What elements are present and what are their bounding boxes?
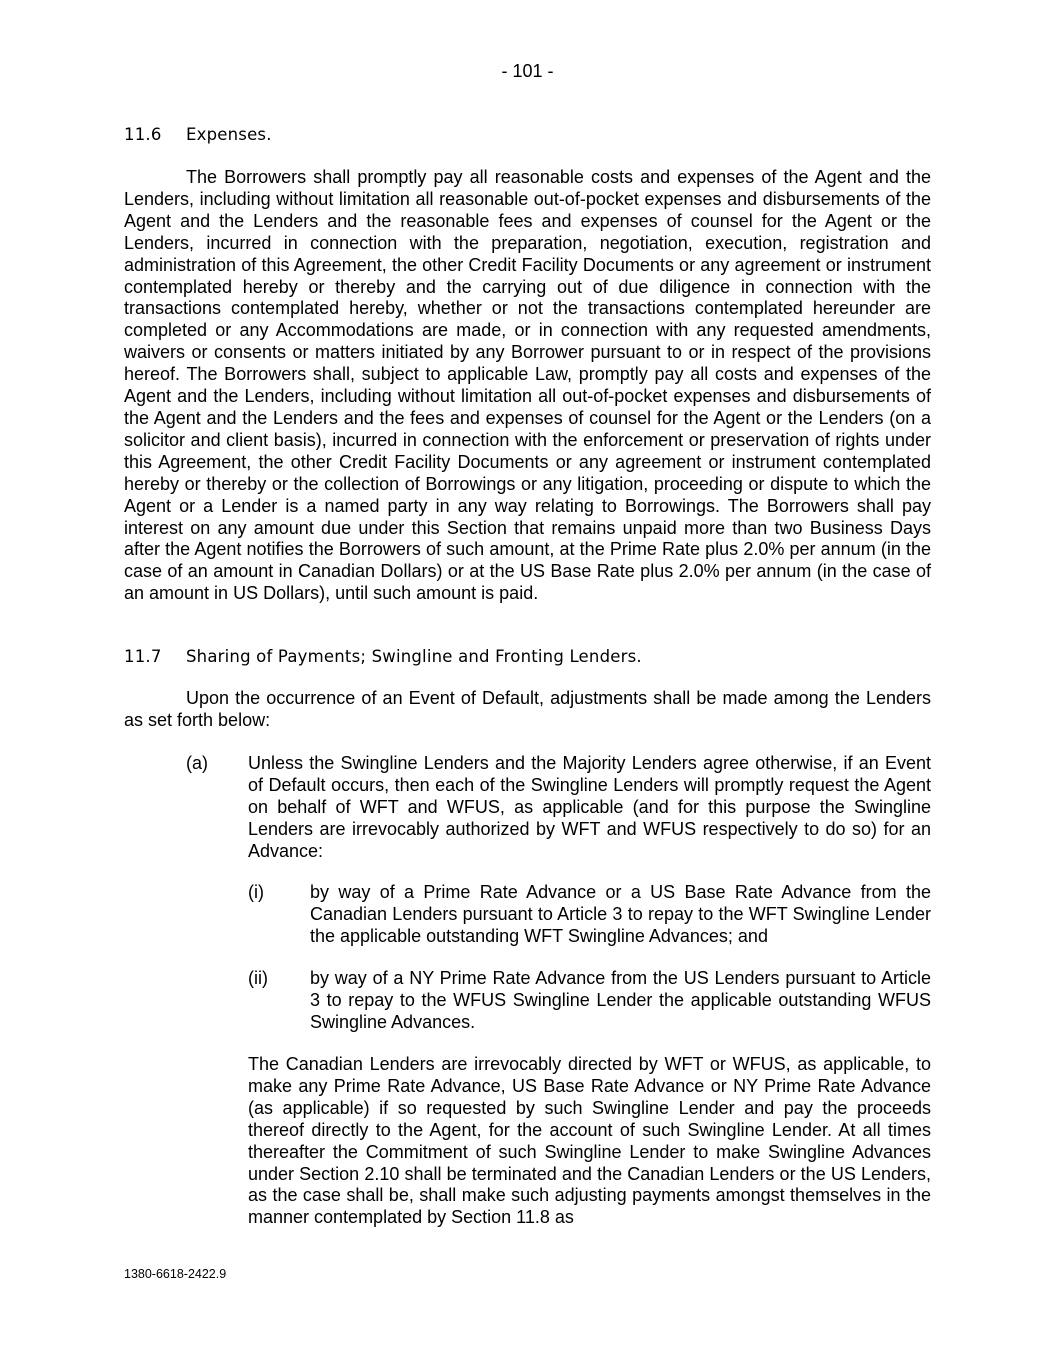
section-number: 11.6 — [124, 125, 162, 144]
section-11-7-intro: Upon the occurrence of an Event of Default, adjustments shall be made among the Lenders as set forth below: — [124, 688, 931, 730]
subclause-marker: (i) — [248, 882, 264, 902]
page-number: - 101 - — [501, 61, 554, 81]
section-heading-11-6 — [124, 124, 272, 146]
subclause-marker: (ii) — [248, 968, 268, 988]
continuation-paragraph: The Canadian Lenders are irrevocably directed by WFT or WFUS, as applicable, to make any Prime Rate Advance, US Base Rate Advance or NY Prime Rate Advance (as applicable) if so requested by such Swingline Lender and pay the proceeds thereof directly to the Agent, for the account of such Swingline Lender. At all times thereafter the Commitment of such Swingline Lender to make Swingline Advances under Section 2.10 shall be terminated and the Canadian Lenders or the US Lenders, as the case shall be, shall make such adjusting payments amongst themselves in the manner contemplated by Section 11.8 as — [248, 1054, 931, 1228]
section-number: 11.7 — [124, 647, 162, 666]
document-code: 1380-6618-2422.9 — [124, 1267, 227, 1281]
clause-text: Unless the Swingline Lenders and the Majority Lenders agree otherwise, if an Event of Default occurs, then each of the Swingline Lenders will promptly request the Agent on behalf of WFT and WFUS, as applicable (and for this purpose the Swingline Lenders are irrevocably authorized by WFT and WFUS respectively to do so) for an Advance: — [248, 753, 931, 861]
section-11-6-body: The Borrowers shall promptly pay all reasonable costs and expenses of the Agent and the Lenders, including without limitation all reasonable out-of-pocket expenses and disbursements of the Agent and the Lenders and the reasonable fees and expenses of counsel for the Agent or the Lenders, incurred in connection with the preparation, negotiation, execution, registration and administration of this Agreement, the other Credit Facility Documents or any agreement or instrument contemplated hereby or thereby and the carrying out of due diligence in connection with the transactions contemplated hereby, whether or not the transactions contemplated hereunder are completed or any Accommodations are made, or in connection with any requested amendments, waivers or consents or matters initiated by any Borrower pursuant to or in respect of the provisions hereof. The Borrowers shall, subject to applicable Law, promptly pay all costs and expenses of the Agent and the Lenders, including without limitation all out-of-pocket expenses and disbursements of the Agent and the Lenders and the fees and expenses of counsel for the Agent or the Lenders (on a solicitor and client basis), incurred in connection with the enforcement or preservation of rights under this Agreement, the other Credit Facility Documents or any agreement or instrument contemplated hereby or thereby or the collection of Borrowings or any litigation, proceeding or dispute to which the Agent or a Lender is a named party in any way relating to Borrowings. The Borrowers shall pay interest on any amount due under this Section that remains unpaid more than two Business Days after the Agent notifies the Borrowers of such amount, at the Prime Rate plus 2.0% per annum (in the case of an amount in Canadian Dollars) or at the US Base Rate plus 2.0% per annum (in the case of an amount in US Dollars), until such amount is paid. — [124, 167, 931, 604]
section-title: Sharing of Payments; Swingline and Fronting Lenders. — [186, 647, 642, 666]
subclause-text: by way of a NY Prime Rate Advance from the US Lenders pursuant to Article 3 to repay to the WFUS Swingline Lender the applicable outstanding WFUS Swingline Advances. — [310, 968, 931, 1032]
subclause-text: by way of a Prime Rate Advance or a US Base Rate Advance from the Canadian Lenders pursuant to Article 3 to repay to the WFT Swingline Lender the applicable outstanding WFT Swingline Advances; and — [310, 882, 931, 946]
clause-marker: (a) — [186, 753, 208, 773]
section-title: Expenses. — [186, 125, 272, 144]
section-heading-11-7 — [124, 646, 642, 668]
